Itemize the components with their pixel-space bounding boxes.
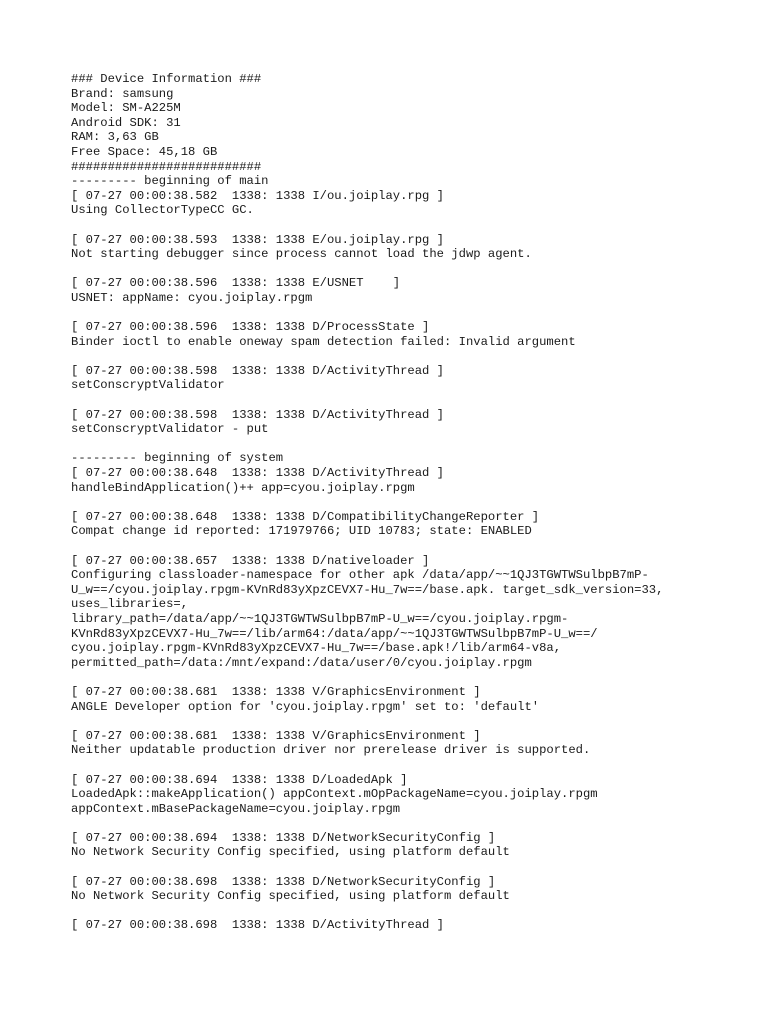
section-system-divider: --------- beginning of system — [71, 451, 284, 466]
device-sdk: Android SDK: 31 — [71, 115, 181, 130]
log-entry-header: [ 07-27 00:00:38.582 1338: 1338 I/ou.joiplay.rpg ] — [71, 188, 444, 203]
log-entry — [71, 875, 751, 919]
log-entry — [71, 918, 751, 933]
log-entry-message: Compat change id reported: 171979766; UID 10783; state: ENABLED — [71, 524, 532, 539]
log-entry-header: [ 07-27 00:00:38.593 1338: 1338 E/ou.joiplay.rpg ] — [71, 232, 444, 247]
log-entry-header: [ 07-27 00:00:38.598 1338: 1338 D/ActivityThread ] — [71, 363, 444, 378]
log-entry-message: setConscryptValidator — [71, 378, 225, 393]
log-entry — [71, 189, 751, 233]
log-entry-message: Binder ioctl to enable oneway spam detection failed: Invalid argument — [71, 334, 576, 349]
log-entry-header: [ 07-27 00:00:38.648 1338: 1338 D/CompatibilityChangeReporter ] — [71, 509, 540, 524]
log-entry — [71, 729, 751, 773]
log-entry-spacer — [71, 860, 751, 875]
log-entry-header: [ 07-27 00:00:38.598 1338: 1338 D/ActivityThread ] — [71, 407, 444, 422]
log-entry-header: [ 07-27 00:00:38.596 1338: 1338 E/USNET ] — [71, 276, 401, 291]
log-entry-header: [ 07-27 00:00:38.694 1338: 1338 D/NetworkSecurityConfig ] — [71, 830, 496, 845]
device-info-header: ### Device Information ### — [71, 72, 262, 86]
log-entry-message: Neither updatable production driver nor prerelease driver is supported. — [71, 743, 591, 758]
log-entry — [71, 510, 751, 554]
log-entry — [71, 466, 751, 510]
log-entry-message: Using CollectorTypeCC GC. — [71, 203, 254, 218]
log-entry-message: LoadedApk::makeApplication() appContext.mOpPackageName=cyou.joiplay.rpgm — [71, 787, 598, 802]
log-entry — [71, 554, 751, 685]
system-log-entries — [71, 466, 751, 933]
log-entry-header: [ 07-27 00:00:38.648 1338: 1338 D/ActivityThread ] — [71, 466, 444, 481]
log-entry-spacer — [71, 349, 751, 364]
log-entry-message: uses_libraries=, — [71, 597, 189, 612]
log-entry-header: [ 07-27 00:00:38.698 1338: 1338 D/ActivityThread ] — [71, 918, 444, 933]
log-entry-message: permitted_path=/data:/mnt/expand:/data/user/0/cyou.joiplay.rpgm — [71, 655, 532, 670]
log-entry-spacer — [71, 714, 751, 729]
device-info-block — [71, 72, 751, 174]
log-document — [71, 72, 751, 933]
log-entry-spacer — [71, 437, 751, 452]
log-entry-spacer — [71, 306, 751, 321]
log-entry-message: Configuring classloader-namespace for other apk /data/app/~~1QJ3TGWTWSulbpB7mP- — [71, 568, 649, 583]
log-entry — [71, 773, 751, 831]
log-entry-spacer — [71, 393, 751, 408]
log-entry-message: USNET: appName: cyou.joiplay.rpgm — [71, 290, 313, 305]
log-entry — [71, 685, 751, 729]
log-entry-header: [ 07-27 00:00:38.657 1338: 1338 D/nativeloader ] — [71, 553, 430, 568]
log-entry-message: setConscryptValidator - put — [71, 422, 269, 437]
log-entry-spacer — [71, 262, 751, 277]
log-entry-spacer — [71, 670, 751, 685]
log-entry-message: No Network Security Config specified, using platform default — [71, 889, 510, 904]
log-entry-message: No Network Security Config specified, using platform default — [71, 845, 510, 860]
log-entry-message: library_path=/data/app/~~1QJ3TGWTWSulbpB7mP-U_w==/cyou.joiplay.rpgm- — [71, 611, 569, 626]
log-entry — [71, 364, 751, 408]
log-entry — [71, 233, 751, 277]
log-entry-spacer — [71, 495, 751, 510]
log-entry-spacer — [71, 218, 751, 233]
device-model: Model: SM-A225M — [71, 101, 181, 116]
device-brand: Brand: samsung — [71, 86, 174, 101]
log-entry — [71, 408, 751, 452]
log-entry-spacer — [71, 758, 751, 773]
log-entry-spacer — [71, 904, 751, 919]
log-entry-message: Not starting debugger since process cannot load the jdwp agent. — [71, 247, 532, 262]
log-entry — [71, 276, 751, 320]
device-free-space: Free Space: 45,18 GB — [71, 144, 218, 159]
log-entry-header: [ 07-27 00:00:38.694 1338: 1338 D/LoadedApk ] — [71, 772, 408, 787]
main-log-entries — [71, 189, 751, 452]
log-entry-header: [ 07-27 00:00:38.681 1338: 1338 V/GraphicsEnvironment ] — [71, 684, 481, 699]
log-entry — [71, 320, 751, 364]
log-entry-message: ANGLE Developer option for 'cyou.joiplay.rpgm' set to: 'default' — [71, 699, 540, 714]
log-entry-spacer — [71, 816, 751, 831]
log-entry-message: KVnRd83yXpzCEVX7-Hu_7w==/lib/arm64:/data/app/~~1QJ3TGWTWSulbpB7mP-U_w==/ — [71, 626, 598, 641]
device-ram: RAM: 3,63 GB — [71, 130, 159, 145]
log-entry-spacer — [71, 539, 751, 554]
log-entry-message: cyou.joiplay.rpgm-KVnRd83yXpzCEVX7-Hu_7w==/base.apk!/lib/arm64-v8a, — [71, 641, 562, 656]
log-entry-message: handleBindApplication()++ app=cyou.joiplay.rpgm — [71, 480, 415, 495]
log-entry-message: U_w==/cyou.joiplay.rpgm-KVnRd83yXpzCEVX7-Hu_7w==/base.apk. target_sdk_version=33, — [71, 582, 664, 597]
section-main-divider: --------- beginning of main — [71, 174, 269, 189]
log-entry-header: [ 07-27 00:00:38.698 1338: 1338 D/NetworkSecurityConfig ] — [71, 874, 496, 889]
log-entry-header: [ 07-27 00:00:38.596 1338: 1338 D/ProcessState ] — [71, 320, 430, 335]
log-entry — [71, 831, 751, 875]
device-info-footer: ########################## — [71, 159, 262, 174]
log-entry-message: appContext.mBasePackageName=cyou.joiplay.rpgm — [71, 801, 401, 816]
log-entry-header: [ 07-27 00:00:38.681 1338: 1338 V/GraphicsEnvironment ] — [71, 728, 481, 743]
